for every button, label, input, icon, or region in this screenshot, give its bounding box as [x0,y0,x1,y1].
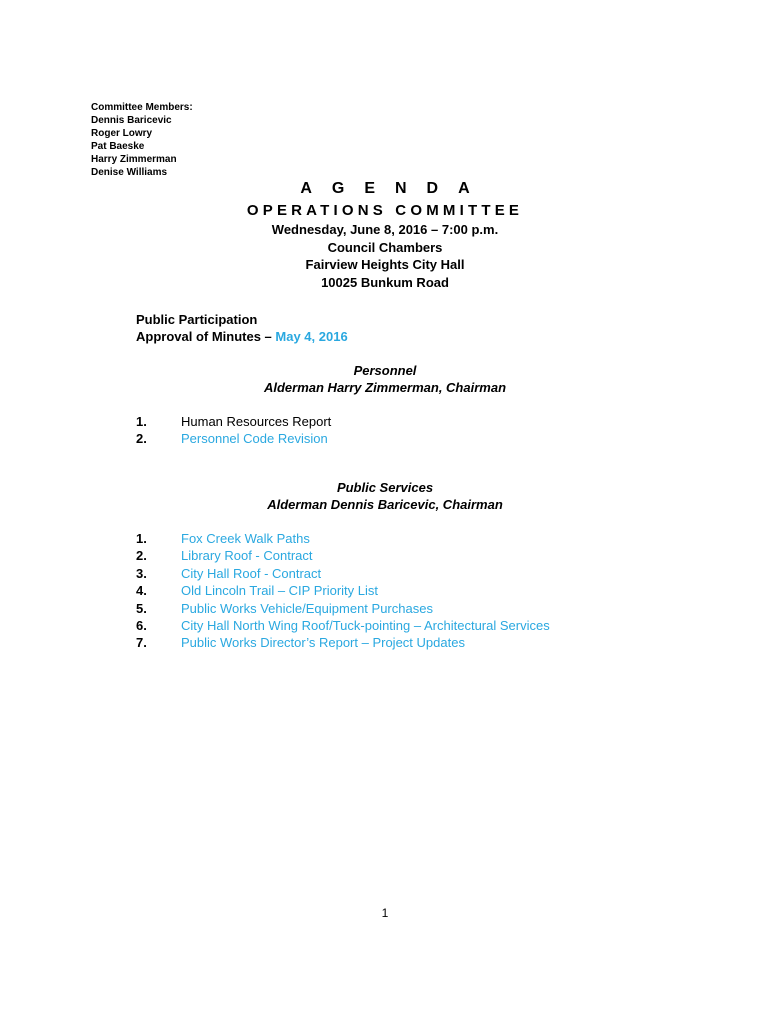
agenda-item [136,634,550,651]
public-services-section-header [0,479,770,513]
agenda-item [136,565,550,582]
item-number: 1. [136,531,147,546]
item-number: 7. [136,635,147,651]
item-text: Human Resources Report [181,414,332,429]
minutes-link[interactable]: May 4, 2016 [275,329,348,344]
approval-label: Approval of Minutes – [136,329,276,344]
item-number: 4. [136,583,147,599]
item-number: 1. [136,414,147,429]
agenda-item [136,582,550,599]
meeting-info [0,221,770,291]
item-number: 3. [136,565,147,581]
member-name: Dennis Baricevic [91,115,172,126]
agenda-item [136,600,550,617]
committee-title: OPERATIONS COMMITTEE [246,202,524,219]
public-participation: Public Participation [136,312,258,327]
member-name: Harry Zimmerman [91,154,177,165]
item-link[interactable]: Personnel Code Revision [181,431,328,447]
section-chair: Alderman Harry Zimmerman, Chairman [263,380,507,395]
item-link[interactable]: City Hall North Wing Roof/Tuck-pointing – Architectural Services [181,618,550,634]
agenda-title: AGENDA [300,180,490,197]
section-name: Personnel [353,363,417,378]
committee-members-heading: Committee Members: [91,102,193,113]
personnel-item-list [136,413,331,448]
opening-items [136,311,348,345]
public-services-item-list [136,530,550,652]
meeting-address: 10025 Bunkum Road [321,274,449,290]
meeting-room: Council Chambers [327,239,443,255]
item-link[interactable]: Library Roof - Contract [181,548,313,564]
item-link[interactable]: Public Works Director’s Report – Project Updates [181,635,465,651]
agenda-item [136,430,331,447]
member-name: Pat Baeske [91,141,145,152]
personnel-section-header [0,362,770,396]
approval-of-minutes [136,328,348,345]
page-number: 1 [381,906,389,920]
item-link[interactable]: Public Works Vehicle/Equipment Purchases [181,600,433,616]
section-name: Public Services [336,480,434,495]
item-link[interactable]: Fox Creek Walk Paths [181,531,310,546]
member-name: Denise Williams [91,167,168,178]
item-number: 2. [136,548,147,564]
item-link[interactable]: City Hall Roof - Contract [181,565,322,581]
item-link[interactable]: Old Lincoln Trail – CIP Priority List [181,583,378,599]
member-name: Roger Lowry [91,128,153,139]
committee-members [91,101,193,179]
agenda-item [136,530,550,547]
agenda-item [136,617,550,634]
meeting-building: Fairview Heights City Hall [305,257,465,272]
section-chair: Alderman Dennis Baricevic, Chairman [267,497,503,512]
item-number: 6. [136,618,147,634]
item-number: 5. [136,600,147,616]
item-number: 2. [136,431,147,447]
meeting-datetime: Wednesday, June 8, 2016 – 7:00 p.m. [271,222,499,237]
agenda-item [136,413,331,430]
agenda-item [136,547,550,564]
